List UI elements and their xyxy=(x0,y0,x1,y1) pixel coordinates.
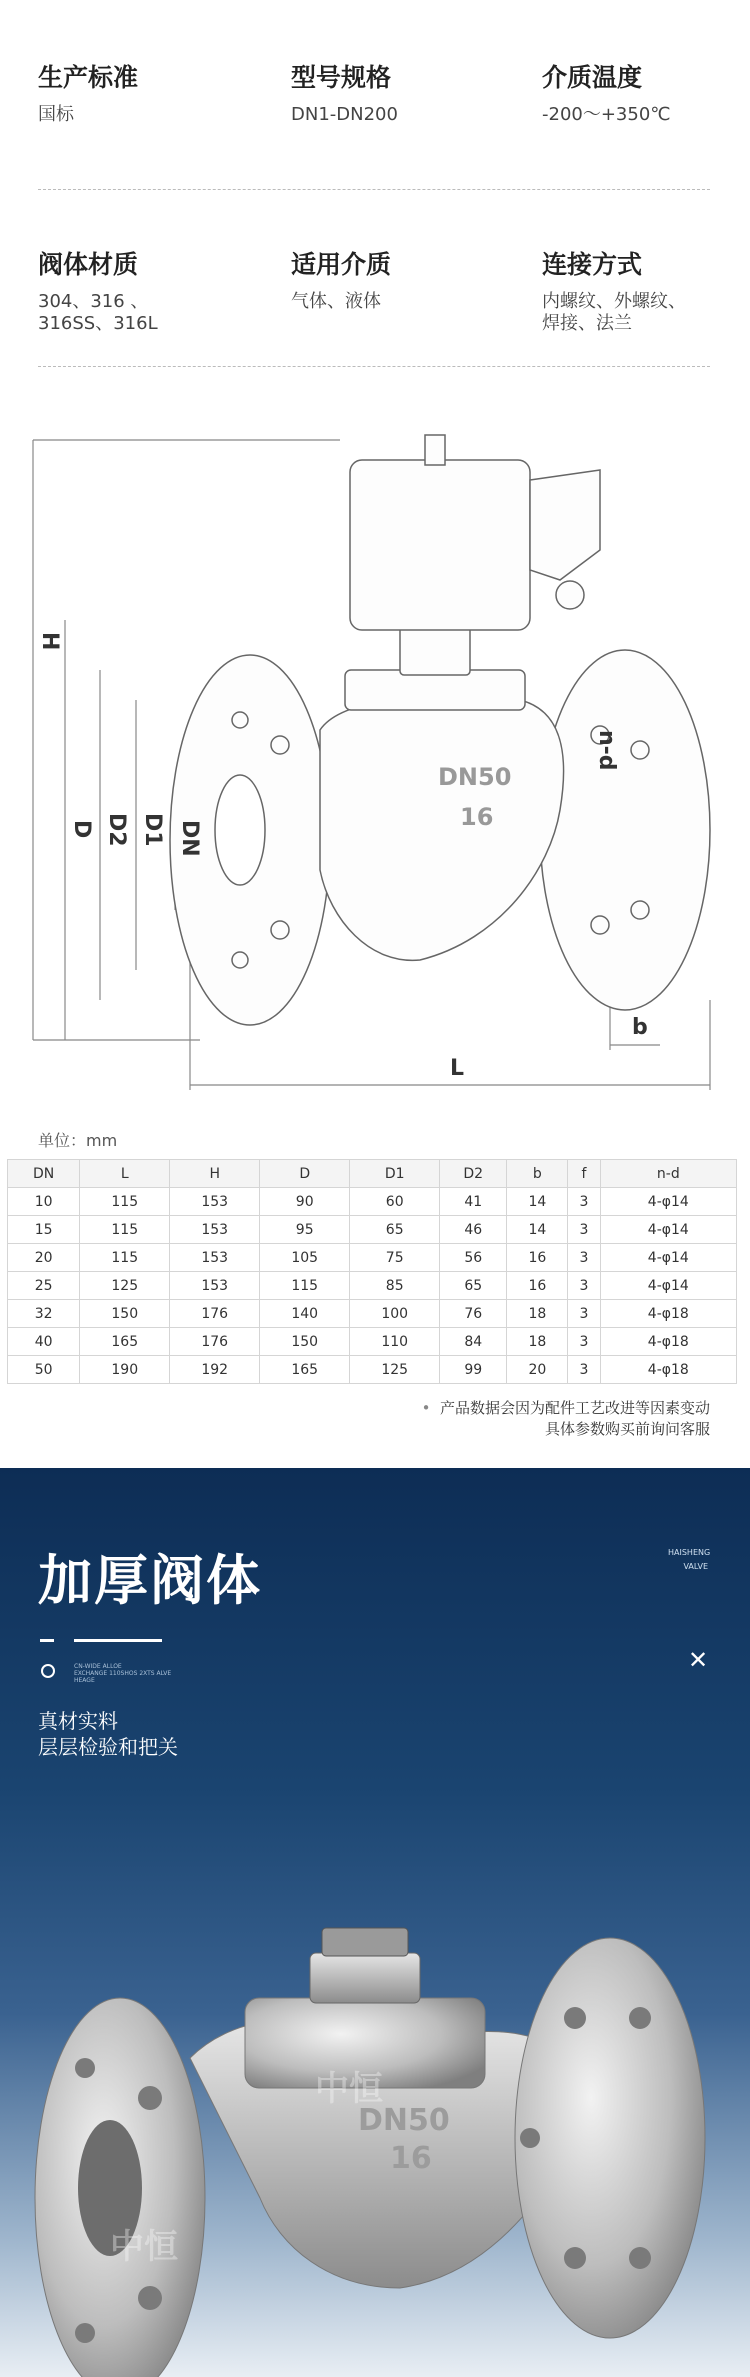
table-header-cell: L xyxy=(80,1160,170,1188)
spec-table xyxy=(7,1159,737,1384)
dim-label-h: H xyxy=(37,632,62,651)
close-icon[interactable]: ✕ xyxy=(688,1646,709,1674)
table-cell: 153 xyxy=(170,1244,260,1272)
table-cell: 84 xyxy=(440,1328,507,1356)
table-cell: 3 xyxy=(568,1300,600,1328)
table-cell: 50 xyxy=(8,1356,80,1384)
feature-banner xyxy=(0,1468,750,2377)
note-line-2: 具体参数购买前询问客服 xyxy=(544,1420,710,1438)
small-print-line-3: HEAGE xyxy=(74,1677,95,1684)
tagline-line-1: 真材实料 xyxy=(38,1709,118,1733)
table-cell: 14 xyxy=(507,1188,568,1216)
spec-title-material: 阀体材质 xyxy=(38,250,139,279)
table-cell: 140 xyxy=(260,1300,350,1328)
table-cell: 16 xyxy=(507,1244,568,1272)
table-cell: 4-φ14 xyxy=(600,1272,736,1300)
table-cell: 32 xyxy=(8,1300,80,1328)
dim-label-dn: DN xyxy=(177,820,202,857)
spec-value-standard: 国标 xyxy=(38,104,74,125)
table-cell: 4-φ14 xyxy=(600,1188,736,1216)
table-cell: 150 xyxy=(260,1328,350,1356)
table-cell: 76 xyxy=(440,1300,507,1328)
tagline-line-2: 层层检验和把关 xyxy=(38,1735,178,1759)
table-cell: 65 xyxy=(440,1272,507,1300)
table-cell: 60 xyxy=(350,1188,440,1216)
banner-tagline xyxy=(38,1708,178,1760)
brand-text xyxy=(668,1546,711,1574)
table-header-cell: n-d xyxy=(600,1160,736,1188)
table-cell: 125 xyxy=(350,1356,440,1384)
table-cell: 115 xyxy=(80,1188,170,1216)
table-cell: 4-φ14 xyxy=(600,1244,736,1272)
unit-label: 单位：mm xyxy=(38,1131,118,1150)
table-row xyxy=(8,1188,737,1216)
spec-value-temperature: -200～+350℃ xyxy=(542,104,671,125)
table-row xyxy=(8,1300,737,1328)
table-cell: 115 xyxy=(80,1216,170,1244)
spec-title-medium: 适用介质 xyxy=(291,250,392,279)
table-cell: 105 xyxy=(260,1244,350,1272)
dim-label-b: b xyxy=(632,1015,648,1040)
table-row xyxy=(8,1216,737,1244)
table-cell: 4-φ18 xyxy=(600,1356,736,1384)
table-cell: 176 xyxy=(170,1328,260,1356)
table-note xyxy=(300,1398,710,1440)
dim-label-nd: n-d xyxy=(594,730,619,771)
table-cell: 165 xyxy=(260,1356,350,1384)
table-cell: 115 xyxy=(260,1272,350,1300)
table-header-cell: D xyxy=(260,1160,350,1188)
table-cell: 100 xyxy=(350,1300,440,1328)
table-row xyxy=(8,1328,737,1356)
dim-label-l: L xyxy=(450,1056,465,1081)
table-header-row xyxy=(8,1160,737,1188)
dim-label-d: D xyxy=(69,820,94,839)
table-cell: 3 xyxy=(568,1244,600,1272)
valve-dimension-diagram xyxy=(0,420,750,1100)
table-cell: 14 xyxy=(507,1216,568,1244)
table-cell: 190 xyxy=(80,1356,170,1384)
table-cell: 110 xyxy=(350,1328,440,1356)
diagram-body-dn: DN50 xyxy=(438,763,512,791)
table-cell: 153 xyxy=(170,1272,260,1300)
note-line-1: 产品数据会因为配件工艺改进等因素变动 xyxy=(439,1399,710,1417)
table-header-cell: f xyxy=(568,1160,600,1188)
table-cell: 10 xyxy=(8,1188,80,1216)
table-header-cell: DN xyxy=(8,1160,80,1188)
table-cell: 4-φ14 xyxy=(600,1216,736,1244)
spec-title-model: 型号规格 xyxy=(291,63,392,92)
spec-title-standard: 生产标准 xyxy=(38,63,139,92)
table-cell: 150 xyxy=(80,1300,170,1328)
table-cell: 153 xyxy=(170,1188,260,1216)
table-cell: 165 xyxy=(80,1328,170,1356)
watermark-logo: 中恒 xyxy=(110,2227,178,2267)
brand-line-1: HAISHENG xyxy=(668,1548,711,1557)
table-cell: 3 xyxy=(568,1356,600,1384)
table-cell: 4-φ18 xyxy=(600,1300,736,1328)
diagram-body-pn: 16 xyxy=(460,803,494,831)
accent-bar-long xyxy=(74,1639,162,1642)
table-cell: 18 xyxy=(507,1328,568,1356)
small-print-line-1: CN-WIDE ALLOE xyxy=(74,1663,122,1670)
table-cell: 99 xyxy=(440,1356,507,1384)
table-cell: 3 xyxy=(568,1216,600,1244)
table-cell: 75 xyxy=(350,1244,440,1272)
table-row xyxy=(8,1356,737,1384)
table-cell: 3 xyxy=(568,1272,600,1300)
valve-dn-emboss: DN50 xyxy=(358,2103,450,2138)
note-bullet: • xyxy=(421,1399,440,1417)
valve-product-photo xyxy=(0,1868,750,2377)
table-row xyxy=(8,1272,737,1300)
circle-icon xyxy=(41,1664,55,1678)
table-cell: 85 xyxy=(350,1272,440,1300)
small-print-line-2: EXCHANGE 110SHOS 2XTS ALVE xyxy=(74,1670,172,1677)
table-cell: 176 xyxy=(170,1300,260,1328)
watermark-logo: 中恒 xyxy=(315,2069,383,2109)
table-cell: 153 xyxy=(170,1216,260,1244)
table-row xyxy=(8,1244,737,1272)
table-cell: 125 xyxy=(80,1272,170,1300)
table-cell: 90 xyxy=(260,1188,350,1216)
table-cell: 95 xyxy=(260,1216,350,1244)
divider xyxy=(38,189,710,190)
spec-value-model: DN1-DN200 xyxy=(291,104,398,125)
table-header-cell: D1 xyxy=(350,1160,440,1188)
table-cell: 65 xyxy=(350,1216,440,1244)
table-cell: 3 xyxy=(568,1328,600,1356)
table-cell: 20 xyxy=(8,1244,80,1272)
table-header-cell: D2 xyxy=(440,1160,507,1188)
accent-bar-short xyxy=(40,1639,54,1642)
table-cell: 41 xyxy=(440,1188,507,1216)
table-cell: 15 xyxy=(8,1216,80,1244)
spec-value-material: 304、316 、 316SS、316L xyxy=(38,291,158,334)
table-header-cell: b xyxy=(507,1160,568,1188)
spec-title-temperature: 介质温度 xyxy=(542,63,643,92)
small-print xyxy=(74,1663,171,1684)
table-cell: 40 xyxy=(8,1328,80,1356)
table-cell: 56 xyxy=(440,1244,507,1272)
table-cell: 25 xyxy=(8,1272,80,1300)
spec-title-connection: 连接方式 xyxy=(542,250,643,279)
banner-title: 加厚阀体 xyxy=(38,1549,262,1612)
table-cell: 18 xyxy=(507,1300,568,1328)
table-cell: 192 xyxy=(170,1356,260,1384)
valve-pn-emboss: 16 xyxy=(390,2141,432,2176)
table-cell: 16 xyxy=(507,1272,568,1300)
table-cell: 4-φ18 xyxy=(600,1328,736,1356)
table-cell: 115 xyxy=(80,1244,170,1272)
table-cell: 46 xyxy=(440,1216,507,1244)
divider xyxy=(38,366,710,367)
dim-label-d1: D1 xyxy=(140,813,165,847)
spec-value-connection: 内螺纹、外螺纹、 焊接、法兰 xyxy=(542,291,686,334)
table-cell: 20 xyxy=(507,1356,568,1384)
brand-line-2: VALVE xyxy=(683,1562,708,1571)
dim-label-d2: D2 xyxy=(104,813,129,847)
table-header-cell: H xyxy=(170,1160,260,1188)
spec-value-medium: 气体、液体 xyxy=(291,291,381,312)
table-cell: 3 xyxy=(568,1188,600,1216)
